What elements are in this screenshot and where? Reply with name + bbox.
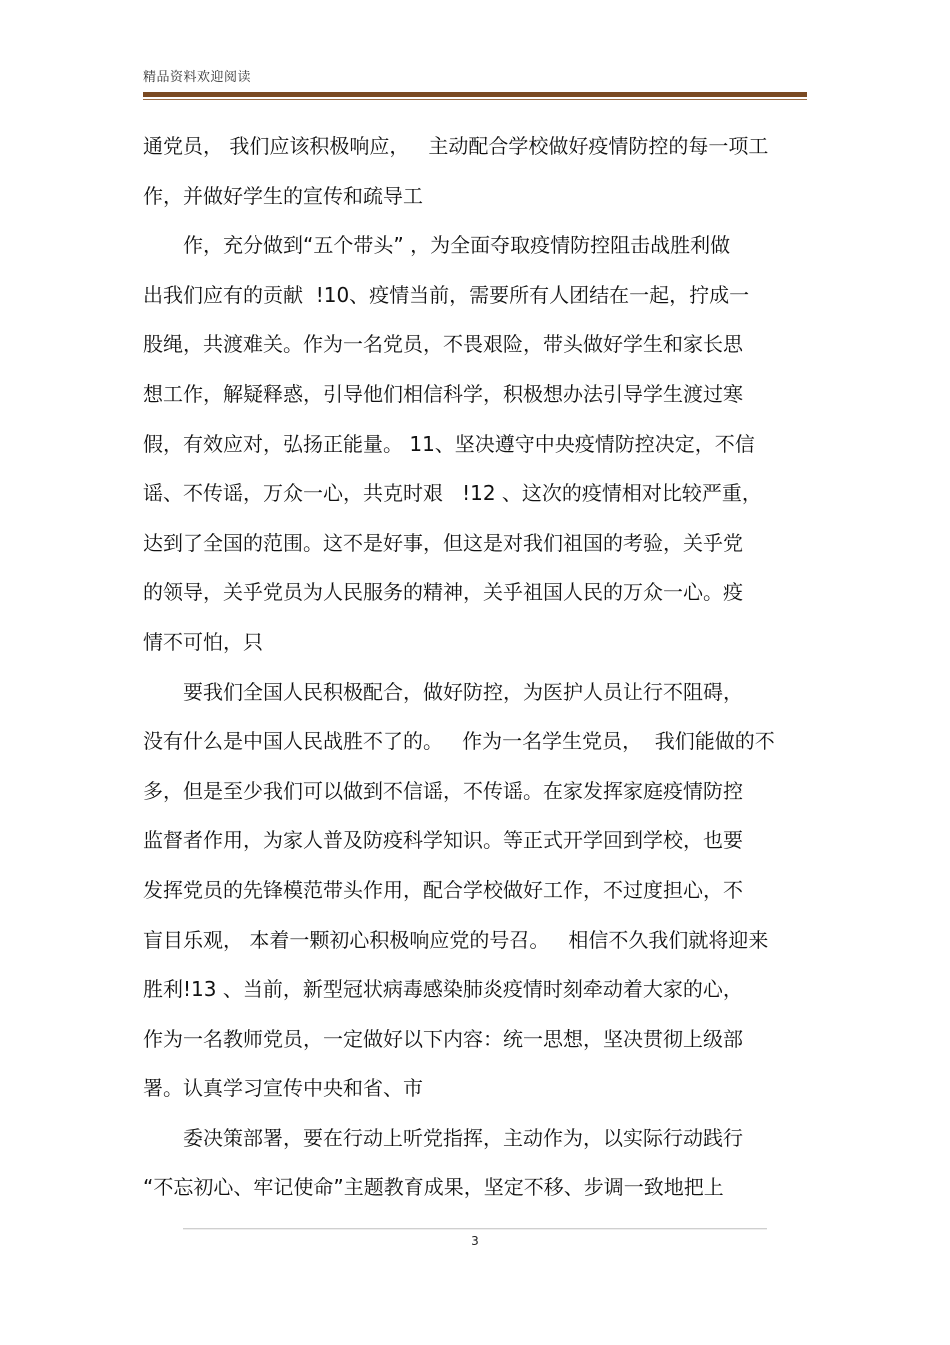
text-line: 要我们全国人民积极配合，做好防控，为医护人员让行不阻碍，: [183, 679, 743, 704]
text-line: 胜利!13 、当前，新型冠状病毒感染肺炎疫情时刻牵动着大家的心，: [143, 977, 743, 1002]
text-line: 达到了全国的范围。这不是好事，但这是对我们祖国的考验，关乎党: [143, 530, 743, 555]
text-line: 作为一名教师党员，一定做好以下内容：统一思想，坚决贯彻上级部: [143, 1026, 743, 1051]
text-line: 的领导，关乎党员为人民服务的精神，关乎祖国人民的万众一心。疫: [143, 580, 743, 605]
text-line: 作，并做好学生的宣传和疏导工: [143, 183, 423, 208]
body-text: [143, 122, 808, 1213]
page-number: 3: [471, 1234, 479, 1248]
text-line: 没有什么是中国人民战胜不了的。 作为一名学生党员， 我们能做的不: [143, 729, 775, 754]
text-line: 监督者作用，为家人普及防疫科学知识。等正式开学回到学校，也要: [143, 828, 743, 853]
text-line: 谣、不传谣，万众一心，共克时艰 !12 、这次的疫情相对比较严重，: [143, 481, 762, 506]
text-line: 署。认真学习宣传中央和省、市: [143, 1076, 423, 1101]
text-line: 委决策部署，要在行动上听党指挥，主动作为，以实际行动践行: [183, 1125, 743, 1150]
footer-divider: [183, 1228, 767, 1229]
text-line: 发挥党员的先锋模范带头作用，配合学校做好工作，不过度担心，不: [143, 877, 743, 902]
text-line: 通党员， 我们应该积极响应， 主动配合学校做好疫情防控的每一项工: [143, 134, 769, 158]
page-header-title: 精品资料欢迎阅读: [143, 70, 252, 85]
text-line: 盲目乐观， 本着一颗初心积极响应党的号召。 相信不久我们就将迎来: [143, 927, 769, 952]
text-line: 情不可怕，只: [143, 629, 263, 654]
text-line: 假，有效应对，弘扬正能量。 11、坚决遵守中央疫情防控决定，不信: [143, 431, 755, 456]
text-line: 出我们应有的贡献 !10、疫情当前，需要所有人团结在一起，拧成一: [143, 282, 750, 307]
text-line: “不忘初心、牢记使命”主题教育成果，坚定不移、步调一致地把上: [143, 1175, 724, 1200]
text-line: 作，充分做到“五个带头” ，为全面夺取疫情防控阻击战胜利做: [183, 233, 731, 258]
header-divider-thick: [143, 92, 807, 97]
header-divider-thin: [143, 99, 807, 100]
text-line: 股绳，共渡难关。作为一名党员，不畏艰险，带头做好学生和家长思: [143, 332, 743, 357]
text-line: 多，但是至少我们可以做到不信谣，不传谣。在家发挥家庭疫情防控: [143, 778, 743, 803]
text-line: 想工作，解疑释惑，引导他们相信科学，积极想办法引导学生渡过寒: [143, 381, 743, 406]
